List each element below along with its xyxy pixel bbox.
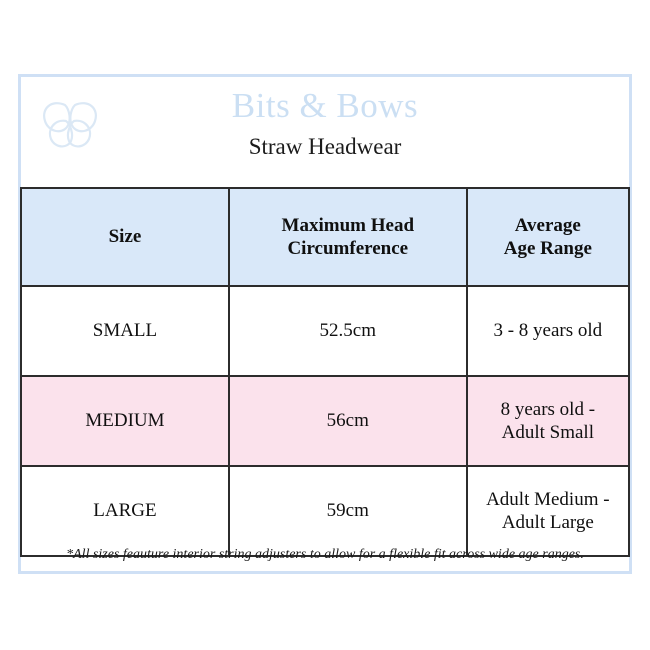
cell-size-medium: MEDIUM: [21, 376, 229, 466]
table-row: [21, 286, 629, 376]
column-header-age-range-line-2: Age Range: [503, 238, 592, 259]
column-header-circumference-line-1: Maximum Head: [281, 214, 415, 236]
title-block: [21, 85, 629, 161]
table-body: [21, 286, 629, 556]
column-header-circumference: [229, 188, 467, 286]
footnote: *All sizes feauture interior string adjusters to allow for a flexible fit across wide age ranges.: [66, 547, 584, 562]
table-row: [21, 466, 629, 556]
size-table-wrapper: [20, 187, 630, 557]
cell-age-range-large-line-1: Adult Medium -: [486, 488, 610, 510]
cell-circumference-large: 59cm: [229, 466, 467, 556]
table-header-row: [21, 188, 629, 286]
size-chart-card: [18, 74, 632, 574]
brand-name: Bits & Bows: [231, 86, 419, 125]
table-row: [21, 376, 629, 466]
column-header-size-line-1: Size: [108, 226, 142, 248]
cell-circumference-small: 52.5cm: [229, 286, 467, 376]
column-header-size: [21, 188, 229, 286]
page-subtitle: Straw Headwear: [248, 134, 402, 159]
column-header-age-range-line-1: Average: [514, 214, 581, 236]
cell-age-range-medium: [467, 376, 629, 466]
cell-age-range-medium-line-1: 8 years old -: [500, 398, 596, 420]
cell-age-range-large: [467, 466, 629, 556]
card-header: [21, 77, 629, 187]
cell-age-range-small-line-1: 3 - 8 years old: [493, 320, 603, 342]
column-header-circumference-line-2: Circumference: [287, 238, 409, 259]
cell-circumference-medium: 56cm: [229, 376, 467, 466]
cell-age-range-small: [467, 286, 629, 376]
cell-size-large: LARGE: [21, 466, 229, 556]
cell-age-range-large-line-2: Adult Large: [501, 512, 594, 533]
column-header-age-range: [467, 188, 629, 286]
table-head: [21, 188, 629, 286]
cell-size-small: SMALL: [21, 286, 229, 376]
cell-age-range-medium-line-2: Adult Small: [501, 422, 594, 443]
size-table: [20, 187, 630, 557]
